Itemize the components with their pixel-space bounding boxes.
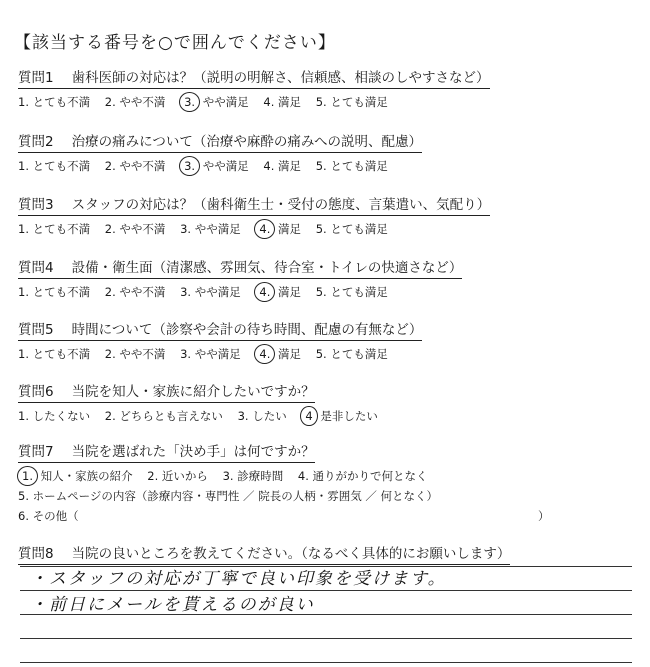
option-3[interactable]: 3. やや満足 [180, 285, 241, 299]
option-1[interactable]: 1. とても不満 [18, 222, 91, 236]
option-3[interactable]: 3. したい [237, 409, 287, 423]
option-5-row [18, 487, 449, 505]
question-number: 質問1 [18, 70, 54, 86]
question-text: 当院の良いところを教えてください。（なるべく具体的にお願いします） [71, 546, 511, 562]
option-2[interactable]: 2. どちらとも言えない [104, 409, 223, 423]
option-4[interactable]: 4. 通りがかりで何となく [297, 469, 428, 483]
question-7 [18, 440, 550, 525]
question-3-title [18, 193, 490, 216]
option-4-selected[interactable]: 4. 満足 [255, 283, 301, 301]
option-3-selected[interactable]: 3. やや満足 [180, 93, 249, 111]
question-5-title [18, 318, 422, 341]
writing-line [20, 638, 632, 639]
question-2-title [18, 130, 422, 153]
question-5 [18, 318, 422, 363]
question-text: スタッフの対応は？（歯科衛生士・受付の態度、言葉遣い、気配り） [71, 197, 491, 213]
question-2 [18, 130, 422, 175]
answer-options [18, 220, 490, 238]
option-3[interactable]: 3. 診療時間 [222, 469, 284, 483]
question-1-title [18, 66, 490, 89]
question-number: 質問3 [18, 197, 54, 213]
option-4-selected[interactable]: 4. 満足 [255, 345, 301, 363]
question-6-title [18, 380, 315, 403]
question-8 [18, 542, 510, 565]
option-5[interactable]: 5. とても満足 [315, 95, 388, 109]
option-2[interactable]: 2. やや不満 [104, 347, 166, 361]
page-heading: 【該当する番号を○で囲んでください】 [14, 33, 336, 53]
option-2[interactable]: 2. やや不満 [104, 285, 166, 299]
handwritten-answer-2: ・前日にメールを貰えるのが良い [30, 595, 315, 615]
answer-options [18, 157, 422, 175]
other-close-paren: ） [538, 509, 550, 523]
question-8-title [18, 542, 510, 565]
question-6 [18, 380, 389, 425]
option-1[interactable]: 1. とても不満 [18, 95, 91, 109]
option-5[interactable]: 5. ホームページの内容（診療内容・専門性 ／ 院長の人柄・雰囲気 ／ 何となく） [18, 489, 439, 503]
option-6[interactable]: 6. その他（ [18, 509, 79, 523]
option-1[interactable]: 1. したくない [18, 409, 91, 423]
option-1[interactable]: 1. とても不満 [18, 285, 91, 299]
option-3[interactable]: 3. やや満足 [180, 347, 241, 361]
question-number: 質問5 [18, 322, 54, 338]
option-2[interactable]: 2. やや不満 [104, 95, 166, 109]
option-2[interactable]: 2. やや不満 [104, 159, 166, 173]
option-2[interactable]: 2. やや不満 [104, 222, 166, 236]
answer-options [18, 345, 422, 363]
question-number: 質問4 [18, 260, 54, 276]
option-5[interactable]: 5. とても満足 [315, 159, 388, 173]
option-4[interactable]: 4. 満足 [263, 95, 302, 109]
option-1[interactable]: 1. とても不満 [18, 159, 91, 173]
option-4-selected[interactable]: 4 是非したい [301, 407, 377, 425]
question-number: 質問7 [18, 444, 54, 460]
question-4 [18, 256, 462, 301]
answer-options [18, 283, 462, 301]
option-4-selected[interactable]: 4. 満足 [255, 220, 301, 238]
question-text: 時間について（診察や会計の待ち時間、配慮の有無など） [71, 322, 423, 338]
question-1 [18, 66, 490, 111]
answer-options [18, 407, 389, 425]
question-text: 設備・衛生面（清潔感、雰囲気、待合室・トイレの快適さなど） [71, 260, 463, 276]
question-number: 質問8 [18, 546, 54, 562]
question-text: 歯科医師の対応は？（説明の明解さ、信頼感、相談のしやすさなど） [71, 70, 490, 86]
answer-options [18, 467, 449, 485]
question-4-title [18, 256, 462, 279]
option-3-selected[interactable]: 3. やや満足 [180, 157, 249, 175]
question-number: 質問2 [18, 134, 54, 150]
writing-line [20, 662, 632, 663]
option-1[interactable]: 1. とても不満 [18, 347, 91, 361]
question-text: 当院を知人・家族に紹介したいですか？ [71, 384, 315, 400]
option-1-selected[interactable]: 1. 知人・家族の紹介 [18, 467, 133, 485]
option-5[interactable]: 5. とても満足 [315, 222, 388, 236]
answer-options [18, 93, 490, 111]
question-text: 当院を選ばれた「決め手」は何ですか？ [71, 444, 315, 460]
option-2[interactable]: 2. 近いから [147, 469, 208, 483]
question-3 [18, 193, 490, 238]
question-number: 質問6 [18, 384, 54, 400]
question-text: 治療の痛みについて（治療や麻酔の痛みへの説明、配慮） [71, 134, 423, 150]
option-3[interactable]: 3. やや満足 [180, 222, 241, 236]
question-7-title [18, 440, 315, 463]
option-5[interactable]: 5. とても満足 [315, 347, 388, 361]
handwritten-answer-1: ・スタッフの対応が丁寧で良い印象を受けます。 [30, 569, 447, 589]
option-6-row [18, 507, 550, 525]
option-4[interactable]: 4. 満足 [263, 159, 302, 173]
option-5[interactable]: 5. とても満足 [315, 285, 388, 299]
